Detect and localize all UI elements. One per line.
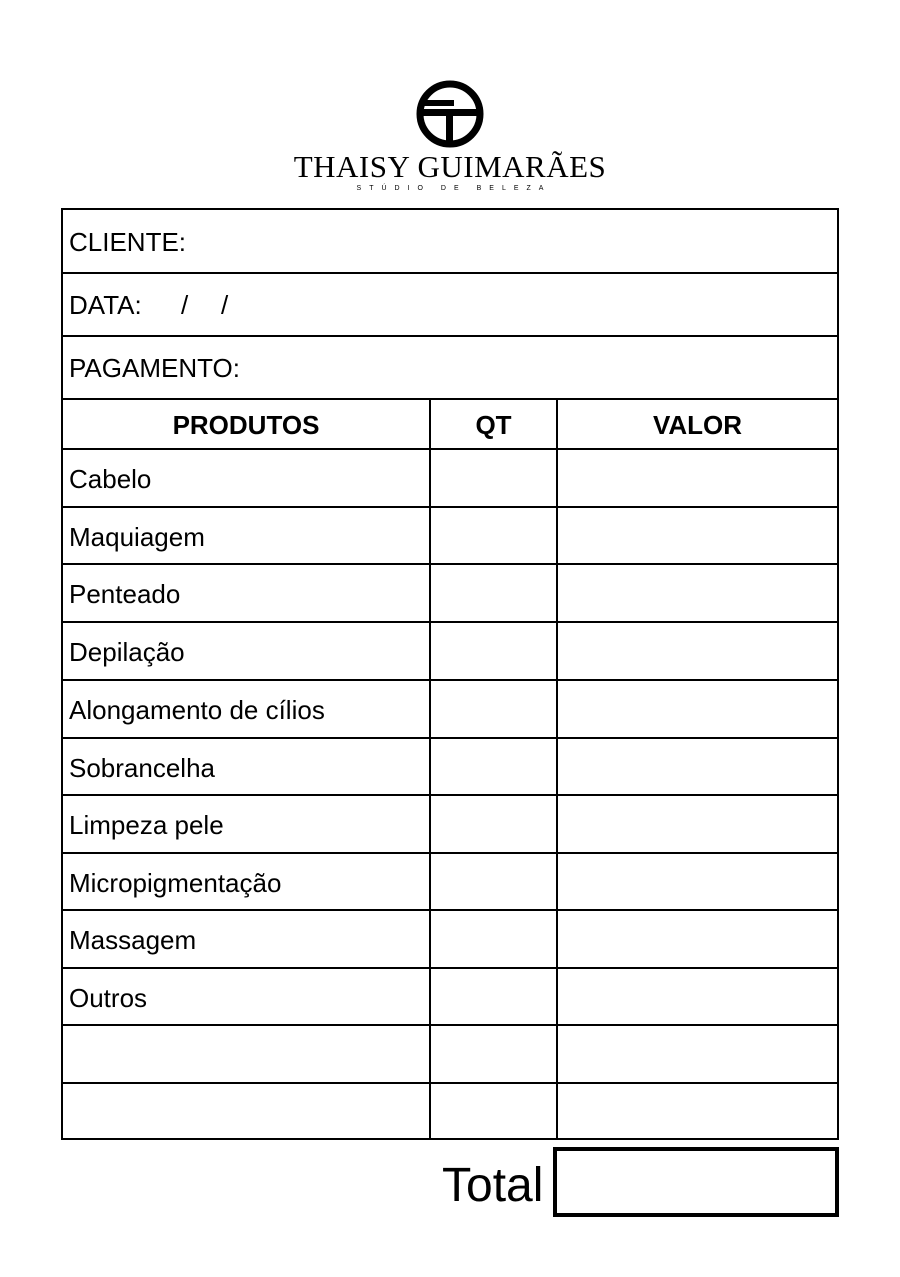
row-divider xyxy=(63,1024,837,1026)
tg-monogram-logo xyxy=(414,78,486,150)
row-divider xyxy=(63,621,837,623)
item-cabelo: Cabelo xyxy=(69,464,152,494)
item-alongamento: Alongamento de cílios xyxy=(69,695,325,725)
item-sobrancelha: Sobrancelha xyxy=(69,753,215,783)
item-micropigmentacao: Micropigmentação xyxy=(69,868,282,898)
cliente-field[interactable] xyxy=(63,210,837,274)
row-divider xyxy=(63,794,837,796)
item-outros: Outros xyxy=(69,983,148,1013)
data-label: DATA: xyxy=(69,290,142,320)
item-massagem: Massagem xyxy=(69,925,197,955)
brand-tagline: STÚDIO DE BELEZA xyxy=(356,185,552,192)
row-divider xyxy=(63,563,837,565)
header-qt: QT xyxy=(475,410,512,440)
row-divider xyxy=(63,852,837,854)
item-maquiagem: Maquiagem xyxy=(69,522,205,552)
row-divider xyxy=(63,1082,837,1084)
item-penteado: Penteado xyxy=(69,579,181,609)
row-divider xyxy=(63,506,837,508)
pagamento-label: PAGAMENTO: xyxy=(69,353,240,383)
row-divider xyxy=(63,737,837,739)
column-divider xyxy=(556,400,558,1138)
row-divider xyxy=(63,909,837,911)
data-field[interactable] xyxy=(63,273,837,337)
header-produtos: PRODUTOS xyxy=(172,410,320,440)
row-divider xyxy=(63,967,837,969)
column-divider xyxy=(429,400,431,1138)
row-divider xyxy=(63,448,837,450)
brand-logo xyxy=(0,78,900,198)
brand-name: THAISY GUIMARÃES xyxy=(293,149,607,184)
service-form xyxy=(61,208,839,1140)
cliente-label: CLIENTE: xyxy=(69,227,187,257)
pagamento-field[interactable] xyxy=(63,336,837,400)
total-value-box[interactable] xyxy=(553,1147,839,1217)
date-separator: / xyxy=(221,290,229,320)
item-depilacao: Depilação xyxy=(69,637,185,667)
header-valor: VALOR xyxy=(652,410,743,440)
item-limpeza-pele: Limpeza pele xyxy=(69,810,224,840)
row-divider xyxy=(63,679,837,681)
total-label: Total xyxy=(442,1159,544,1212)
date-separator: / xyxy=(181,290,189,320)
